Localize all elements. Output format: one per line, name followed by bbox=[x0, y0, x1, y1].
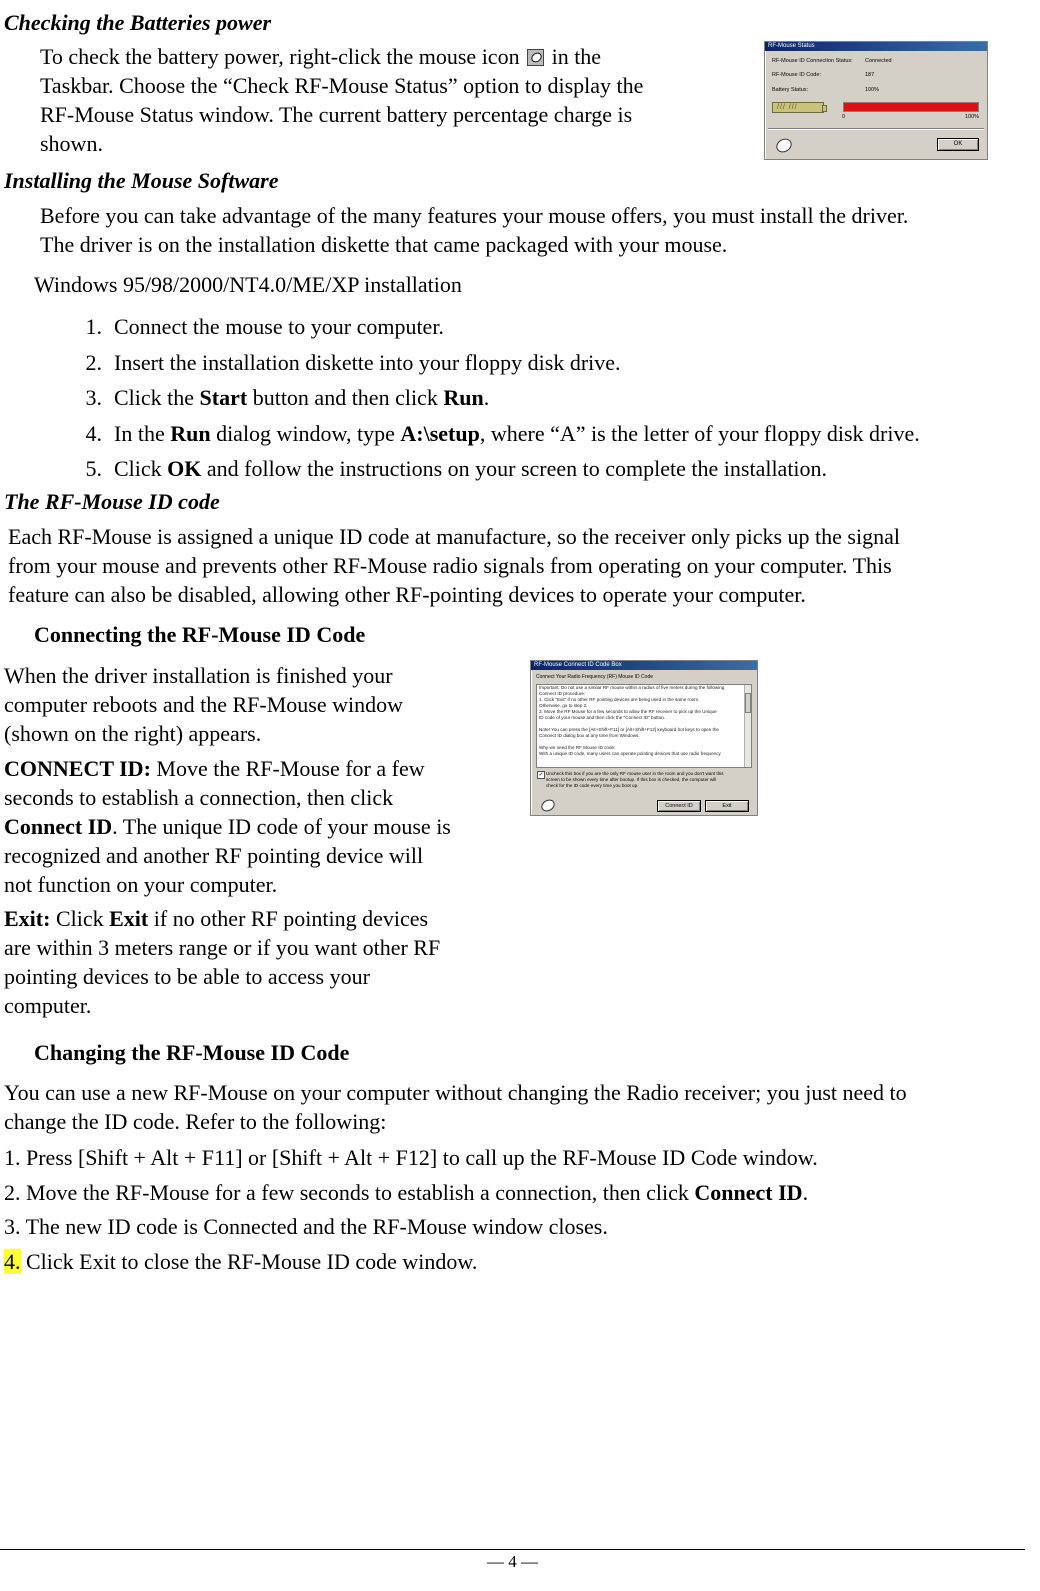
changing-step-4: 4. Click Exit to close the RF-Mouse ID code window. bbox=[4, 1249, 478, 1274]
install-line-1: Before you can take advantage of the many features your mouse offers, you must install the driver. bbox=[40, 203, 909, 228]
changing-step-1: 1. Press [Shift + Alt + F11] or [Shift + Alt + F12] to call up the RF-Mouse ID Code window. bbox=[4, 1145, 818, 1170]
rf-mouse-status-window bbox=[764, 41, 988, 160]
changing-step-3: 3. The new ID code is Connected and the RF-Mouse window closes. bbox=[4, 1214, 608, 1239]
battery-line-4: shown. bbox=[40, 131, 103, 156]
changing-step-2: 2. Move the RF-Mouse for a few seconds to establish a connection, then click Connect ID. bbox=[4, 1180, 809, 1205]
idcode-paragraph bbox=[8, 522, 900, 609]
connect-id-paragraph: CONNECT ID: Move the RF-Mouse for a few seconds to establish a connection, then click Connect ID. The unique ID code of your mouse is recognized and another RF pointing device will not function on your computer. bbox=[4, 756, 451, 897]
battery-line-3: RF-Mouse Status window. The current battery percentage charge is bbox=[40, 102, 633, 127]
heading-battery: Checking the Batteries power bbox=[4, 10, 272, 35]
textbox-scrollbar[interactable] bbox=[744, 685, 751, 767]
heading-install: Installing the Mouse Software bbox=[4, 168, 279, 193]
status-label-idcode: RF-Mouse ID Code: bbox=[772, 72, 821, 78]
battery-line-1: To check the battery power, right-click the mouse icon in the bbox=[40, 44, 602, 69]
os-line: Windows 95/98/2000/NT4.0/ME/XP installation bbox=[34, 272, 462, 297]
ok-button[interactable]: OK bbox=[937, 138, 979, 151]
battery-icon bbox=[772, 102, 824, 113]
battery-paragraph bbox=[40, 42, 643, 158]
status-value-connection: Connected bbox=[865, 58, 892, 64]
heading-changing: Changing the RF-Mouse ID Code bbox=[34, 1040, 350, 1065]
rf-mouse-logo-icon bbox=[774, 136, 794, 155]
connecting-intro: When the driver installation is finished your computer reboots and the RF-Mouse window (shown on the right) appears. bbox=[4, 663, 403, 746]
status-window-title: RF-Mouse Status bbox=[765, 42, 987, 51]
status-label-battery: Battery Status: bbox=[772, 87, 809, 93]
scale-max-label: 100% bbox=[965, 114, 980, 120]
rf-mouse-logo-icon bbox=[539, 797, 557, 814]
idcode-line-3: feature can also be disabled, allowing other RF-pointing devices to operate your computer. bbox=[8, 582, 806, 607]
battery-line-2: Taskbar. Choose the “Check RF-Mouse Status” option to display the bbox=[40, 73, 644, 98]
page-number: — 4 — bbox=[487, 1552, 538, 1571]
show-dialog-checkbox[interactable]: ✓ bbox=[538, 772, 544, 778]
install-paragraph bbox=[40, 201, 908, 259]
exit-button[interactable]: Exit bbox=[705, 800, 749, 812]
install-line-2: The driver is on the installation diskette that came packaged with your mouse. bbox=[40, 232, 728, 257]
changing-paragraph: You can use a new RF-Mouse on your computer without changing the Radio receiver; you just need to change the ID code. Refer to the following: bbox=[4, 1080, 907, 1134]
heading-connecting: Connecting the RF-Mouse ID Code bbox=[34, 622, 366, 647]
highlight-marker: 4. bbox=[4, 1249, 21, 1274]
rf-mouse-connect-id-window: RF-Mouse Connect ID Code Box Connect Your Radio Frequency (RF) Mouse ID Code Important: Do not use a similar RF mouse within a radius of five meters during the following Connect ID procedure: 1. Click "Exit" if no other RF pointing devices are being used in the same room. Otherwise, go to step 2. 2. Move the RF Mouse for a few seconds to allow the RF receiver to pick up the Unique ID code of your mouse and then click the "Connect ID" button. Note! You can press the [Alt+Shift+F11] or [Alt+Shift+F12] keyboard hot keys to open the Connect ID dialog box at any time from Windows. Why we need the RF Mouse ID code: With a unique ID code, many users can operate pointing devices that use radio frequency ✓ Uncheck this box if you are the only RF mouse user in the room and you don't want this screen to be shown every time after bootup. If this box is checked, the computer will check for the ID code every time you boot up. Connect ID Exit bbox=[530, 660, 758, 816]
status-value-idcode: 187 bbox=[865, 72, 875, 78]
status-value-battery: 100% bbox=[865, 87, 880, 93]
footer-rule bbox=[0, 1549, 1025, 1550]
heading-idcode: The RF-Mouse ID code bbox=[4, 489, 220, 514]
connect-window-title: RF-Mouse Connect ID Code Box bbox=[531, 661, 757, 670]
idcode-line-2: from your mouse and prevents other RF-Mouse radio signals from operating on your computer. This bbox=[8, 553, 892, 578]
scale-min-label: 0 bbox=[842, 114, 846, 120]
connect-id-button[interactable]: Connect ID bbox=[657, 800, 701, 812]
battery-marks: /// /// bbox=[777, 104, 798, 111]
idcode-line-1: Each RF-Mouse is assigned a unique ID code at manufacture, so the receiver only picks up the signal bbox=[8, 524, 900, 549]
connect-window-hint: Connect Your Radio Frequency (RF) Mouse ID Code bbox=[536, 674, 654, 680]
status-separator bbox=[768, 128, 984, 130]
battery-progress-bar bbox=[843, 102, 979, 112]
battery-cap bbox=[822, 105, 827, 112]
connect-instructions-textbox[interactable]: Important: Do not use a similar RF mouse within a radius of five meters during the following Connect ID procedure: 1. Click "Exit" if no other RF pointing devices are being used in the same room. Otherwise, go to step 2. 2. Move the RF Mouse for a few seconds to allow the RF receiver to pick up the Unique ID code of your mouse and then click the "Connect ID" button. Note! You can press the [Alt+Shift+F11] or [Alt+Shift+F12] keyboard hot keys to open the Connect ID dialog box at any time from Windows. Why we need the RF Mouse ID code: With a unique ID code, many users can operate pointing devices that use radio frequency bbox=[536, 684, 752, 768]
exit-paragraph: Exit: Click Exit if no other RF pointing devices are within 3 meters range or if you want other RF pointing devices to be able to access your computer. bbox=[4, 906, 441, 1018]
mouse-tray-icon bbox=[527, 49, 544, 66]
battery-progress-fill bbox=[844, 103, 978, 111]
scrollbar-thumb[interactable] bbox=[745, 693, 751, 713]
status-label-connection: RF-Mouse ID Connection Status: bbox=[772, 58, 853, 64]
